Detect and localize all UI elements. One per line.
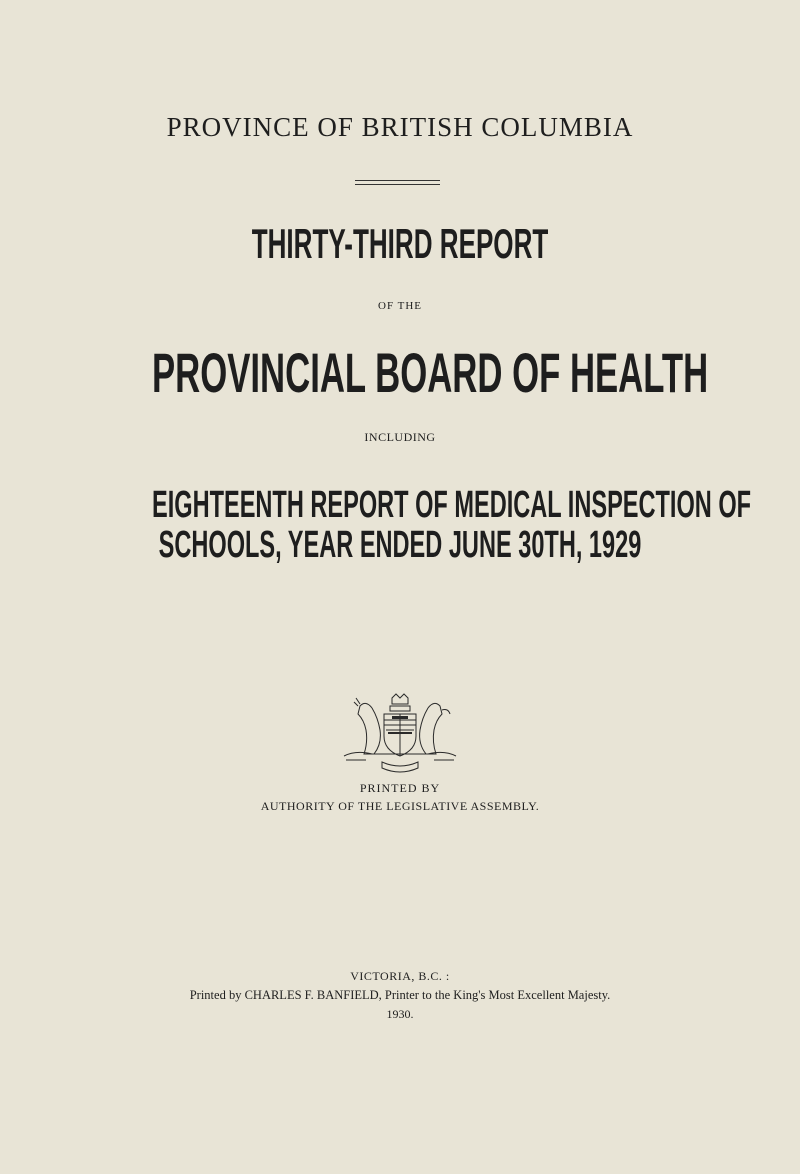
subtitle-line-2: SCHOOLS, YEAR ENDED JUNE 30TH, 1929 bbox=[158, 524, 642, 566]
authority-line: AUTHORITY OF THE LEGISLATIVE ASSEMBLY. bbox=[260, 799, 540, 813]
province-heading: PROVINCE OF BRITISH COLUMBIA bbox=[166, 112, 634, 142]
place-line: VICTORIA, B.C. : bbox=[350, 969, 450, 983]
subtitle-line-1: EIGHTEENTH REPORT OF MEDICAL INSPECTION OF bbox=[152, 484, 752, 526]
double-rule-bottom bbox=[355, 184, 440, 185]
printer-line: Printed by CHARLES F. BANFIELD, Printer to the King's Most Excellent Majesty. bbox=[189, 988, 611, 1002]
board-title: PROVINCIAL BOARD OF HEALTH bbox=[152, 341, 709, 404]
report-title: THIRTY-THIRD REPORT bbox=[251, 220, 549, 267]
including-label: INCLUDING bbox=[364, 430, 436, 444]
of-the-label: OF THE bbox=[378, 300, 422, 312]
printed-by-label: PRINTED BY bbox=[359, 781, 441, 795]
double-rule-top bbox=[355, 180, 440, 181]
coat-of-arms-icon bbox=[342, 692, 458, 774]
year-line: 1930. bbox=[386, 1007, 414, 1021]
